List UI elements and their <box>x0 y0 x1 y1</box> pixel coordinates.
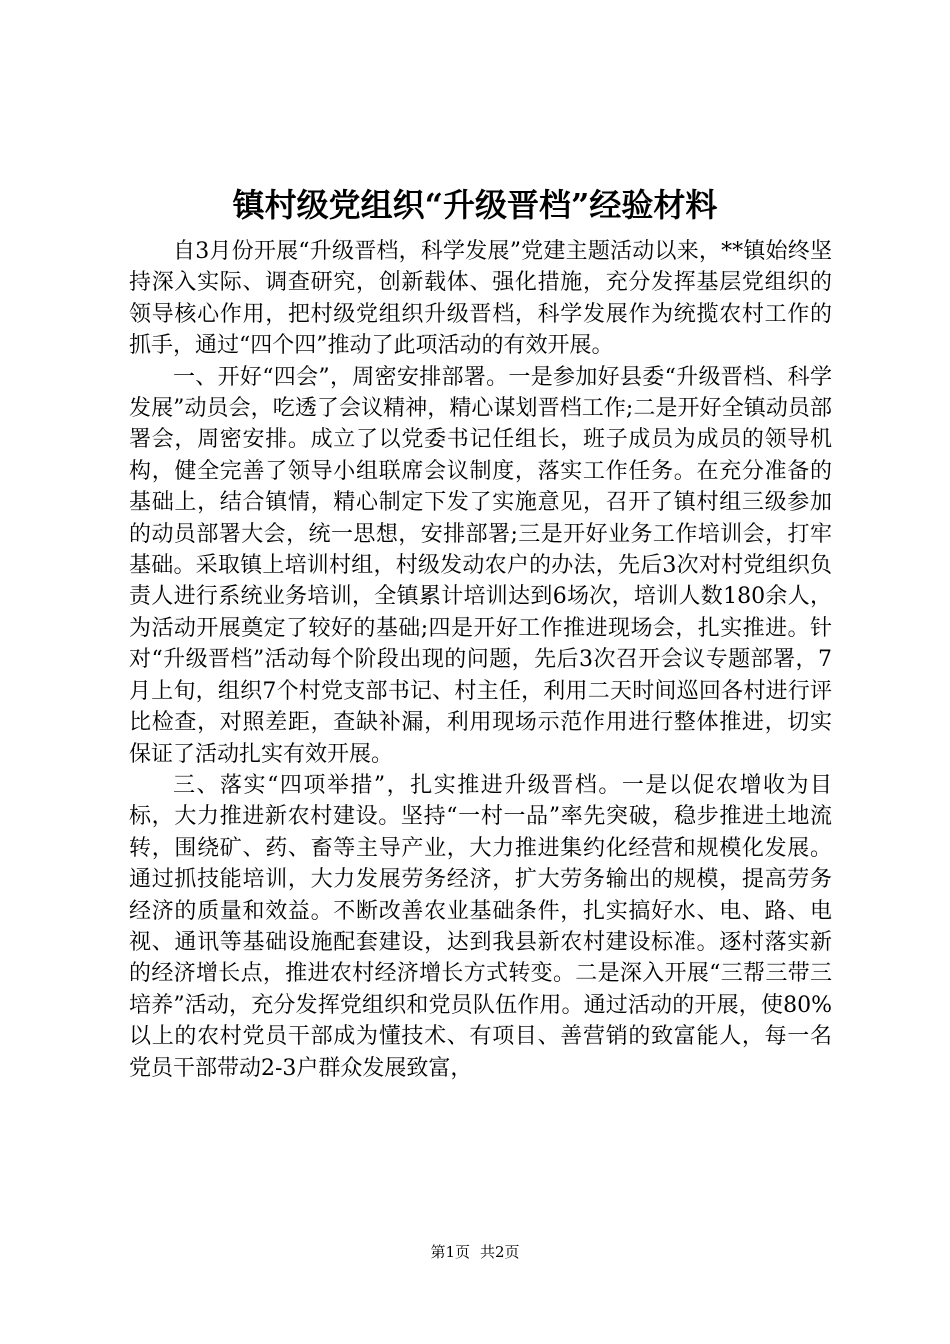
document-body <box>129 236 832 1084</box>
paragraph-section-three: 三、落实“四项举措”，扎实推进升级晋档。一是以促农增收为目标，大力推进新农村建设。坚持“一村一品”率先突破，稳步推进土地流转，围绕矿、药、畜等主导产业，大力推进集约化经营和规模化发展。通过抓技能培训，大力发展劳务经济，扩大劳务输出的规模，提高劳务经济的质量和效益。不断改善农业基础条件，扎实搞好水、电、路、电视、通讯等基础设施配套建设，达到我县新农村建设标准。逐村落实新的经济增长点，推进农村经济增长方式转变。二是深入开展“三帮三带三培养”活动，充分发挥党组织和党员队伍作用。通过活动的开展，使80%以上的农村党员干部成为懂技术、有项目、善营销的致富能人，每一名党员干部带动2-3户群众发展致富， <box>129 772 832 1081</box>
page-number-current: 第1页 <box>430 1243 470 1261</box>
page-number-total: 共2页 <box>480 1243 520 1261</box>
page-footer <box>0 1242 950 1262</box>
paragraph-intro: 自3月份开展“升级晋档，科学发展”党建主题活动以来，**镇始终坚持深入实际、调查研究，创新载体、强化措施，充分发挥基层党组织的领导核心作用，把村级党组织升级晋档，科学发展作为统揽农村工作的抓手，通过“四个四”推动了此项活动的有效开展。 <box>129 239 832 359</box>
paragraph-section-one: 一、开好“四会”，周密安排部署。一是参加好县委“升级晋档、科学发展”动员会，吃透了会议精神，精心谋划晋档工作;二是开好全镇动员部署会，周密安排。成立了以党委书记任组长，班子成员为成员的领导机构，健全完善了领导小组联席会议制度，落实工作任务。在充分准备的基础上，结合镇情，精心制定下发了实施意见，召开了镇村组三级参加的动员部署大会，统一思想，安排部署;三是开好业务工作培训会，打牢基础。采取镇上培训村组，村级发动农户的办法，先后3次对村党组织负责人进行系统业务培训，全镇累计培训达到6场次，培训人数180余人，为活动开展奠定了较好的基础;四是开好工作推进现场会，扎实推进。针对“升级晋档”活动每个阶段出现的问题，先后3次召开会议专题部署，7月上旬，组织7个村党支部书记、村主任，利用二天时间巡回各村进行评比检查，对照差距，查缺补漏，利用现场示范作用进行整体推进，切实保证了活动扎实有效开展。 <box>129 364 832 767</box>
document-title: 镇村级党组织“升级晋档”经验材料 <box>232 186 718 224</box>
